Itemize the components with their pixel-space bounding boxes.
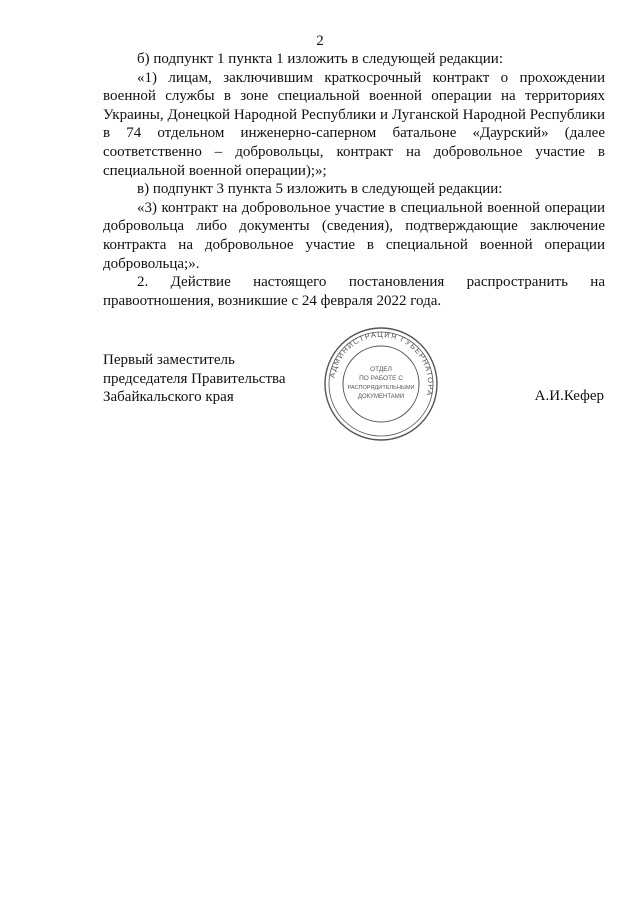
page-number: 2: [316, 33, 324, 49]
stamp-inner-ring: [343, 346, 419, 422]
stamp-arc-text: АДМИНИСТРАЦИЯ ГУБЕРНАТОРА: [327, 329, 436, 398]
stamp-line: ДОКУМЕНТАМИ: [357, 394, 405, 400]
signatory-title-line: председателя Правительства: [103, 370, 286, 387]
stamp-seal: [322, 325, 440, 443]
signatory-title: [103, 351, 286, 407]
paragraph-quote-1: «1) лицам, заключившим краткосрочный контракт о прохождении военной службы в зоне специальной военной операции на территориях Украины, Донецкой Народной Республики и Луганской Народной Республики в 74 отдельном инженерно-саперном батальоне «Даурский» (далее соответственно – добровольцы, контракт на добровольное участие в специальной военной операции);»;: [103, 69, 605, 179]
paragraph-2: 2. Действие настоящего постановления распространить на правоотношения, возникшие с 24 февраля 2022 года.: [103, 274, 605, 309]
document-body: [103, 50, 605, 310]
stamp-outer-ring: [325, 328, 437, 440]
stamp-line: ОТДЕЛ: [370, 366, 392, 373]
official-stamp: [322, 325, 440, 443]
stamp-line: ПО РАБОТЕ С: [359, 375, 403, 382]
paragraph-b: б) подпункт 1 пункта 1 изложить в следующей редакции:: [137, 51, 503, 67]
stamp-line: РАСПОРЯДИТЕЛЬНЫМИ: [347, 385, 415, 391]
paragraph-v: в) подпункт 3 пункта 5 изложить в следующей редакции:: [137, 181, 503, 198]
signatory-name: А.И.Кефер: [534, 388, 604, 404]
paragraph-quote-3: «3) контракт на добровольное участие в специальной военной операции добровольца либо документы (сведения), подтверждающие заключение контракта на добровольное участие в специальной военной операции добровольца;».: [103, 199, 605, 272]
signatory-title-line: Забайкальского края: [103, 389, 234, 406]
signatory-title-line: Первый заместитель: [103, 352, 235, 368]
